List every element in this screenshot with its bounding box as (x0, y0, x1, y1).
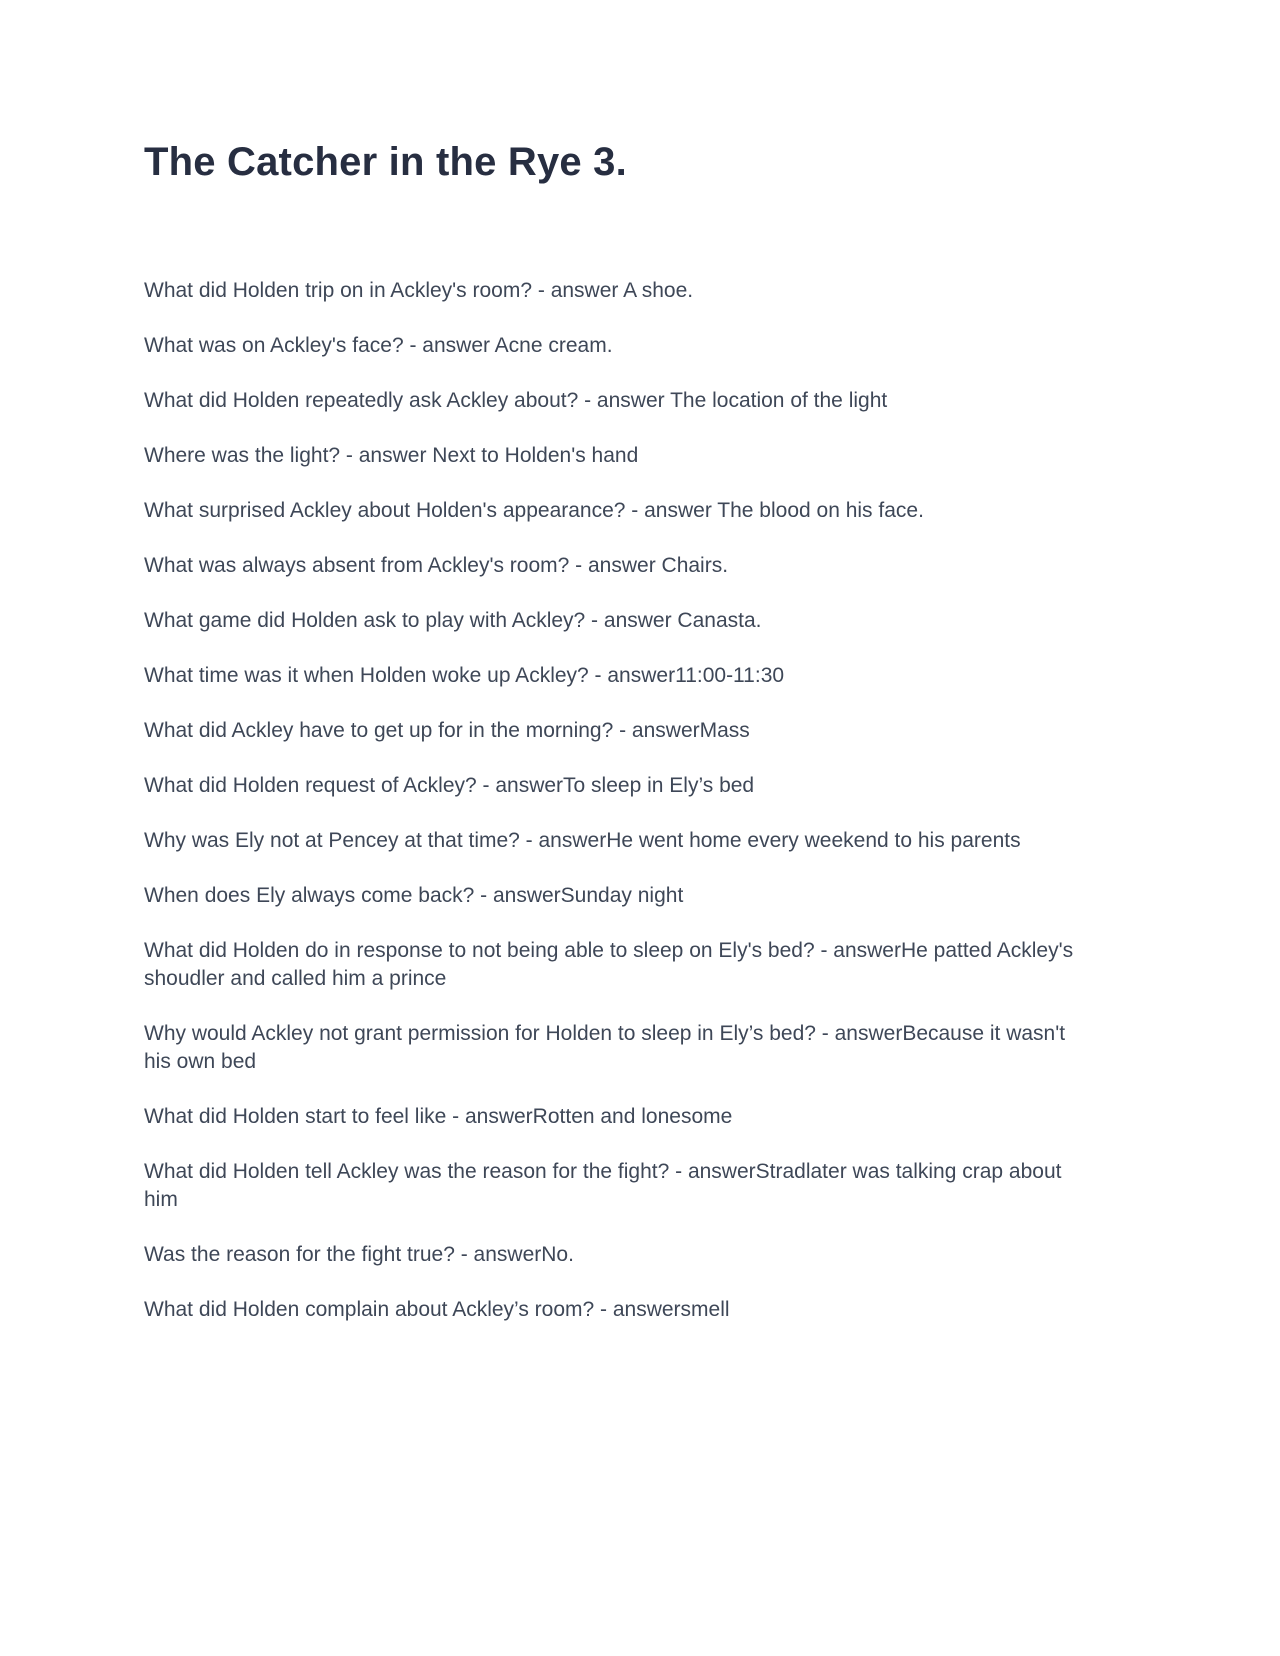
qa-item: When does Ely always come back? - answerSunday night (144, 884, 684, 907)
qa-item: Where was the light? - answer Next to Holden's hand (144, 444, 639, 467)
qa-item: What did Ackley have to get up for in the morning? - answerMass (144, 719, 750, 742)
qa-item: What was always absent from Ackley's room? - answer Chairs. (144, 554, 729, 577)
qa-item: Was the reason for the fight true? - answerNo. (144, 1243, 574, 1266)
qa-item: What did Holden repeatedly ask Ackley about? - answer The location of the light (144, 389, 888, 412)
qa-list (144, 277, 1079, 1324)
qa-item: What time was it when Holden woke up Ackley? - answer11:00-11:30 (144, 664, 785, 687)
page-title: The Catcher in the Rye 3. (144, 140, 627, 184)
qa-item: What surprised Ackley about Holden's appearance? - answer The blood on his face. (144, 499, 924, 522)
qa-item: Why was Ely not at Pencey at that time? - answerHe went home every weekend to his parents (144, 829, 1021, 852)
qa-item: What did Holden do in response to not being able to sleep on Ely's bed? - answerHe patted Ackley's shoudler and called him a prince (144, 939, 1074, 990)
qa-item: What game did Holden ask to play with Ackley? - answer Canasta. (144, 609, 762, 632)
qa-item: What did Holden start to feel like - answerRotten and lonesome (144, 1105, 733, 1128)
qa-item: What was on Ackley's face? - answer Acne cream. (144, 334, 613, 357)
qa-item: What did Holden tell Ackley was the reason for the fight? - answerStradlater was talking crap about him (144, 1160, 1062, 1211)
qa-item: Why would Ackley not grant permission for Holden to sleep in Ely’s bed? - answerBecause it wasn't his own bed (144, 1022, 1066, 1073)
qa-item: What did Holden request of Ackley? - answerTo sleep in Ely’s bed (144, 774, 755, 797)
qa-item: What did Holden trip on in Ackley's room? - answer A shoe. (144, 279, 694, 302)
qa-item: What did Holden complain about Ackley’s room? - answersmell (144, 1298, 730, 1321)
